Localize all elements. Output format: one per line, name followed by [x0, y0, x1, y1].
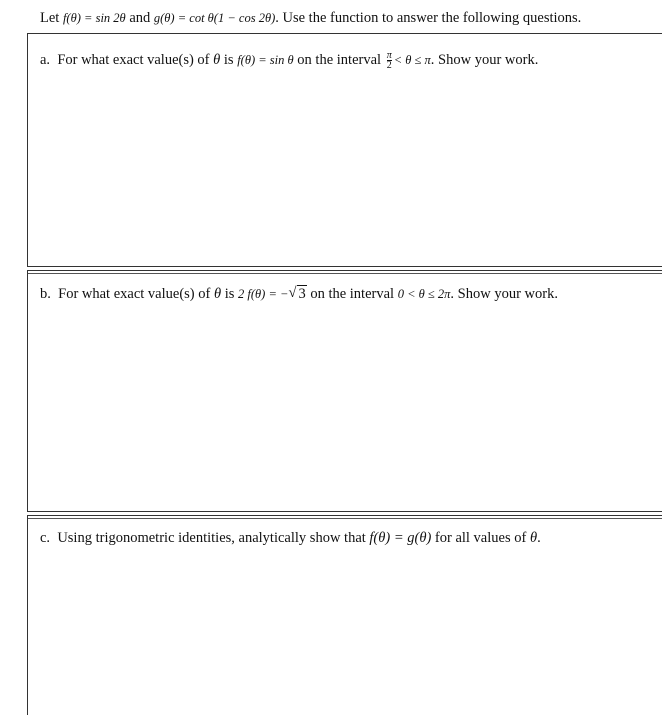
answer-box-a[interactable]	[27, 33, 662, 267]
question-c-prefix: Using trigonometric identities, analytically show that	[57, 530, 366, 546]
question-c-label: c.	[40, 530, 51, 546]
radical-sign: √	[288, 285, 297, 301]
question-b	[40, 286, 558, 303]
intro-let: Let	[40, 10, 60, 26]
question-a-theta: θ	[213, 51, 221, 68]
question-c	[40, 530, 541, 547]
question-a-suffix: . Show your work.	[430, 51, 539, 68]
question-c-mid: for all values of	[434, 530, 527, 546]
radicand: 3	[298, 286, 306, 302]
question-a-prefix: For what exact value(s) of	[57, 51, 210, 68]
question-c-equation: f(θ) = g(θ)	[369, 530, 432, 546]
g-definition: g(θ) = cot θ(1 − cos 2θ)	[153, 11, 276, 25]
question-a-is: is	[223, 51, 234, 68]
intro-rest: . Use the function to answer the following questions.	[275, 10, 582, 26]
question-b-is: is	[224, 286, 235, 302]
question-b-mid: on the interval	[310, 286, 395, 302]
intro-line	[40, 10, 581, 27]
question-a-equation: f(θ) = sin θ	[237, 52, 294, 67]
question-a-label: a.	[40, 51, 51, 68]
intro-and: and	[129, 10, 151, 26]
question-b-theta: θ	[213, 286, 222, 302]
question-a-mid: on the interval	[297, 51, 382, 68]
sqrt-three	[288, 286, 306, 303]
question-c-theta: θ	[529, 530, 538, 546]
fraction-denominator: 2	[386, 60, 392, 71]
question-b-interval: 0 < θ ≤ 2π	[397, 287, 451, 301]
answer-box-c[interactable]	[27, 515, 662, 715]
question-b-lhs: 2 f(θ) = −	[238, 287, 289, 301]
question-b-suffix: . Show your work.	[450, 286, 558, 302]
answer-box-b[interactable]	[27, 270, 662, 512]
question-c-suffix: .	[537, 530, 541, 546]
fraction-numerator: π	[386, 50, 392, 61]
f-definition: f(θ) = sin 2θ	[62, 11, 126, 25]
question-b-prefix: For what exact value(s) of	[58, 286, 211, 302]
question-a-interval: < θ ≤ π	[393, 52, 431, 67]
question-b-label: b.	[40, 286, 51, 302]
pi-over-2-fraction	[387, 51, 392, 70]
question-a	[40, 51, 538, 70]
